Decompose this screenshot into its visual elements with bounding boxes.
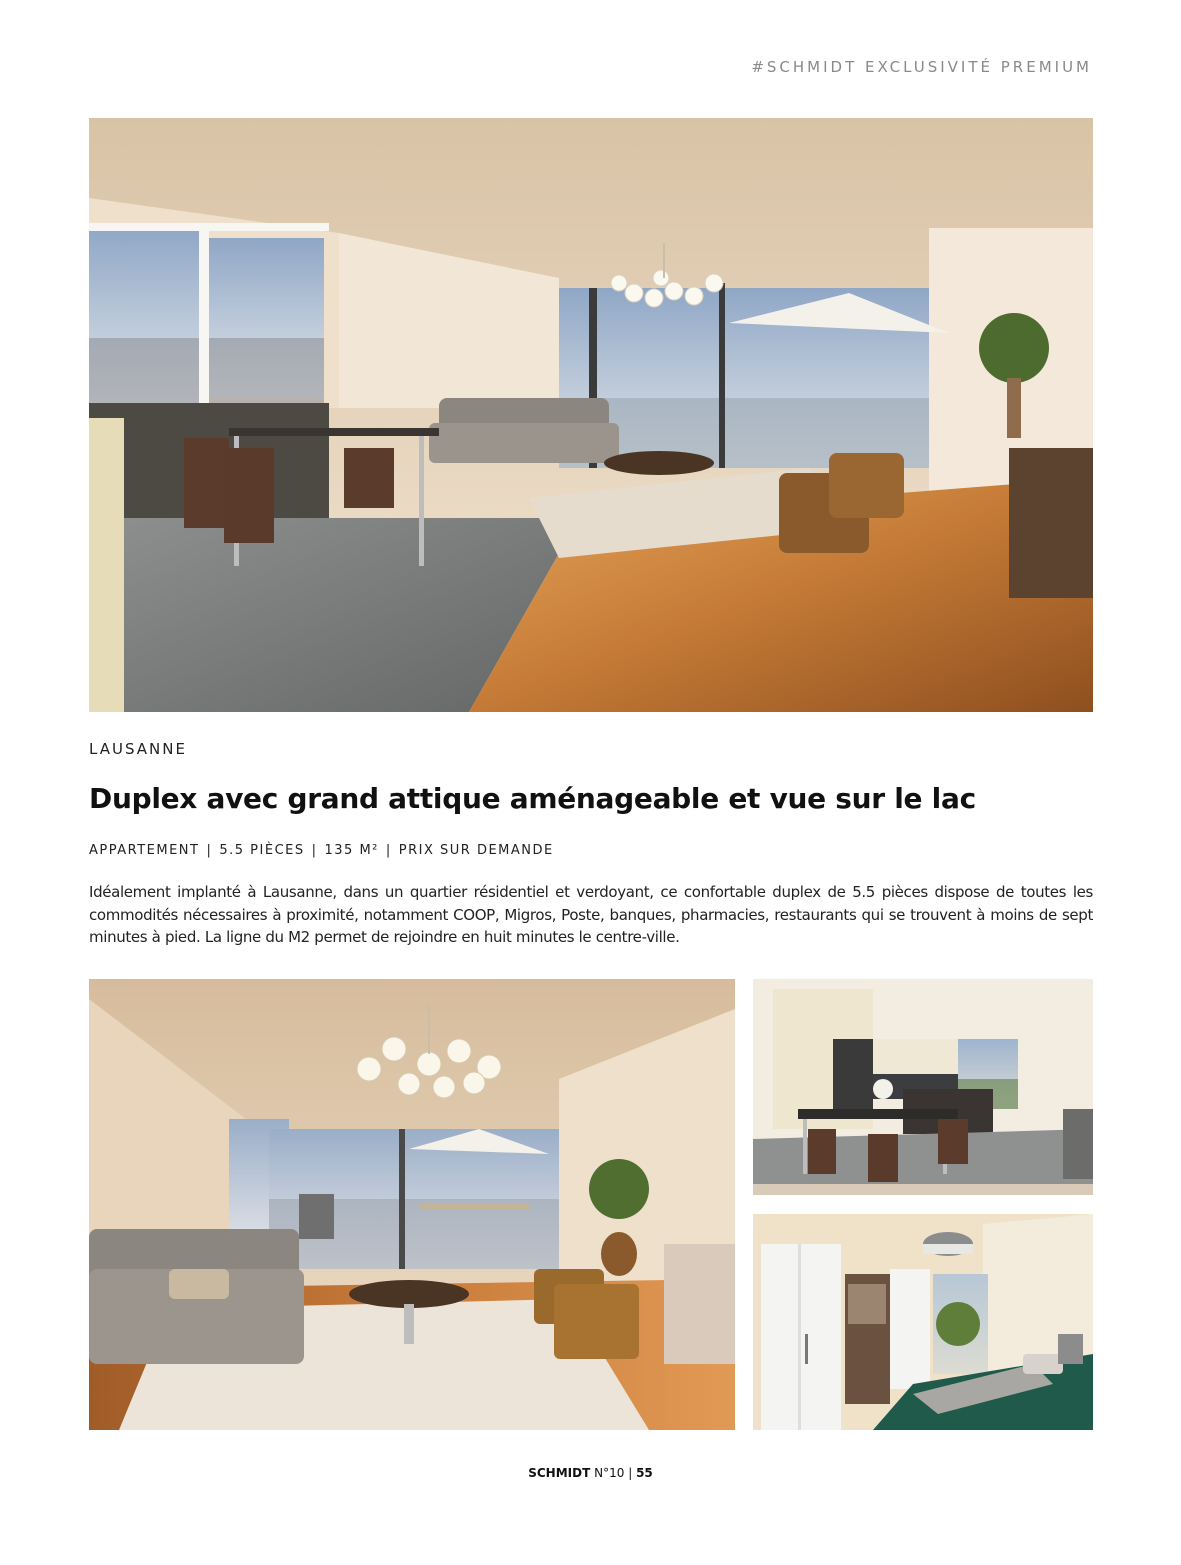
- listing-specs: [89, 843, 554, 858]
- hero-living-room-photo: [89, 118, 1093, 712]
- bedroom-photo: [753, 1214, 1093, 1430]
- listing-city: LAUSANNE: [89, 740, 187, 758]
- footer-brand: SCHMIDT: [528, 1466, 591, 1480]
- spec-area: 135 M²: [324, 843, 379, 858]
- spec-separator: |: [311, 843, 318, 858]
- footer-separator: |: [628, 1466, 633, 1480]
- spec-property-type: APPARTEMENT: [89, 843, 200, 858]
- listing-title: Duplex avec grand attique aménageable et vue sur le lac: [89, 782, 976, 815]
- spec-rooms: 5.5 PIÈCES: [219, 843, 305, 858]
- listing-description: Idéalement implanté à Lausanne, dans un quartier résidentiel et verdoyant, ce confortable duplex de 5.5 pièces dispose de toutes les commodités nécessaires à proximité, notamment COOP, Migros, Poste, banques, pharmacies, restaurants qui se trouvent à moins de sept minutes à pied. La ligne du M2 permet de rejoindre en huit minutes le centre-ville.: [89, 883, 1093, 946]
- living-room-photo: [89, 979, 735, 1430]
- footer-issue: N°10: [594, 1466, 625, 1480]
- footer-page-number: 55: [636, 1466, 653, 1480]
- kitchen-photo: [753, 979, 1093, 1195]
- spec-separator: |: [385, 843, 392, 858]
- magazine-section-tag: #SCHMIDT EXCLUSIVITÉ PREMIUM: [751, 58, 1092, 76]
- spec-separator: |: [206, 843, 213, 858]
- page-footer: [0, 1466, 1181, 1480]
- spec-price: PRIX SUR DEMANDE: [398, 843, 554, 858]
